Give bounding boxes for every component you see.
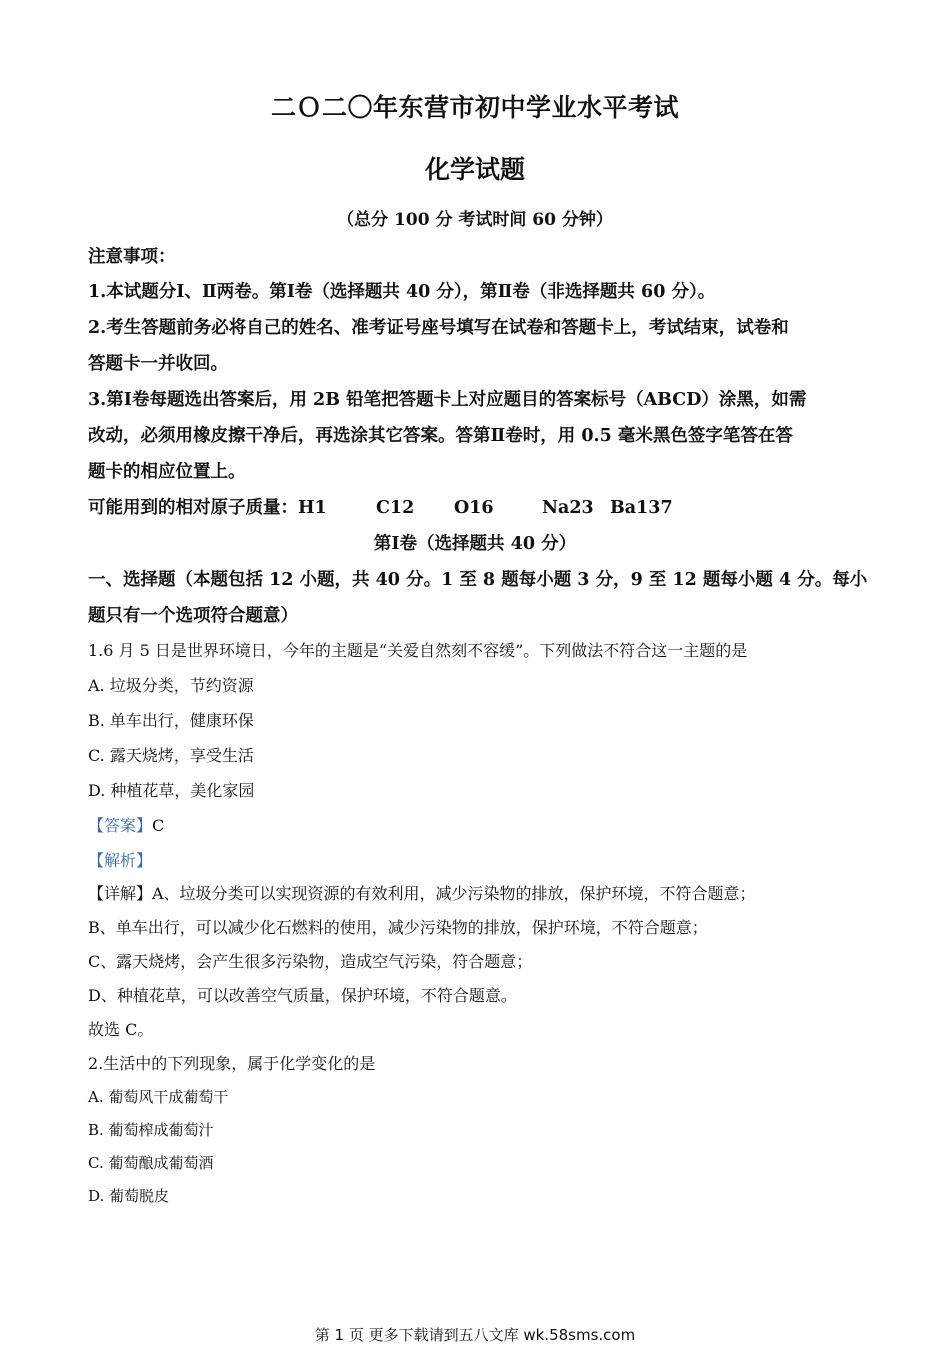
question-2-option-a: A. 葡萄风干成葡萄干 <box>88 1088 229 1106</box>
atomic-mass-line <box>88 494 673 519</box>
notice-item-2b: 答题卡一并收回。 <box>88 354 228 374</box>
section-instruction-a: 一、选择题（本题包括 12 小题，共 40 分。1 至 8 题每小题 3 分，9 至 12 题每小题 4 分。每小 <box>88 570 868 590</box>
notice-item-3b: 改动，必须用橡皮擦干净后，再选涂其它答案。答第Ⅱ卷时，用 0.5 毫米黑色签字笔答在答 <box>88 426 793 446</box>
notice-item-1: 1.本试题分Ⅰ、Ⅱ两卷。第Ⅰ卷（选择题共 40 分），第Ⅱ卷（非选择题共 60 分）。 <box>88 282 716 302</box>
detail-line-1: 【详解】A、垃圾分类可以实现资源的有效利用，减少污染物的排放，保护环境，不符合题意； <box>88 884 756 903</box>
answer-tag: 【答案】 <box>88 816 153 835</box>
question-2-option-b: B. 葡萄榨成葡萄汁 <box>88 1121 214 1139</box>
subject-title: 化学试题 <box>424 155 525 184</box>
section-title: 第Ⅰ卷（选择题共 40 分） <box>373 534 577 554</box>
analysis-tag: 【解析】 <box>88 851 153 870</box>
exam-title: 二Ｏ二〇年东营市初中学业水平考试 <box>270 93 679 122</box>
answer-value: C <box>152 816 165 835</box>
exam-info: （总分 100 分 考试时间 60 分钟） <box>337 210 613 230</box>
page-footer: 第 1 页 更多下载请到五八文库 wk.58sms.com <box>314 1326 636 1344</box>
detail-line-3: C、露天烧烤，会产生很多污染物，造成空气污染，符合题意； <box>88 952 533 971</box>
question-2-stem: 2.生活中的下列现象，属于化学变化的是 <box>88 1054 376 1073</box>
atomic-mass-ba: Ba137 <box>610 498 673 518</box>
detail-conclusion: 故选 C。 <box>88 1020 154 1039</box>
question-1-option-b: B. 单车出行，健康环保 <box>88 711 254 730</box>
detail-line-4: D、种植花草，可以改善空气质量，保护环境，不符合题意。 <box>88 986 517 1005</box>
question-2-option-c: C. 葡萄酿成葡萄酒 <box>88 1154 214 1172</box>
atomic-mass-c: C12 <box>376 498 415 518</box>
question-1-stem: 1.6 月 5 日是世界环境日，今年的主题是“关爱自然刻不容缓”。下列做法不符合这一主题的是 <box>88 641 748 660</box>
section-instruction-b: 题只有一个选项符合题意） <box>88 606 298 626</box>
question-1-option-a: A. 垃圾分类，节约资源 <box>88 676 254 695</box>
notice-item-3c: 题卡的相应位置上。 <box>88 462 246 482</box>
answer-line <box>88 813 164 836</box>
notice-item-3a: 3.第Ⅰ卷每题选出答案后，用 2B 铅笔把答题卡上对应题目的答案标号（ABCD）涂黑，如需 <box>88 390 807 410</box>
question-1-option-d: D. 种植花草，美化家园 <box>88 781 255 800</box>
atomic-mass-na: Na23 <box>542 498 594 518</box>
notice-heading: 注意事项： <box>88 247 176 267</box>
atomic-mass-label: 可能用到的相对原子质量： <box>88 498 298 518</box>
question-1-option-c: C. 露天烧烤，享受生活 <box>88 746 254 765</box>
atomic-mass-h: H1 <box>298 498 327 518</box>
detail-line-2: B、单车出行，可以减少化石燃料的使用，减少污染物的排放，保护环境，不符合题意； <box>88 918 708 937</box>
atomic-mass-o: O16 <box>454 498 494 518</box>
notice-item-2a: 2.考生答题前务必将自己的姓名、准考证号座号填写在试卷和答题卡上，考试结束，试卷和 <box>88 318 789 338</box>
question-2-option-d: D. 葡萄脱皮 <box>88 1187 170 1205</box>
